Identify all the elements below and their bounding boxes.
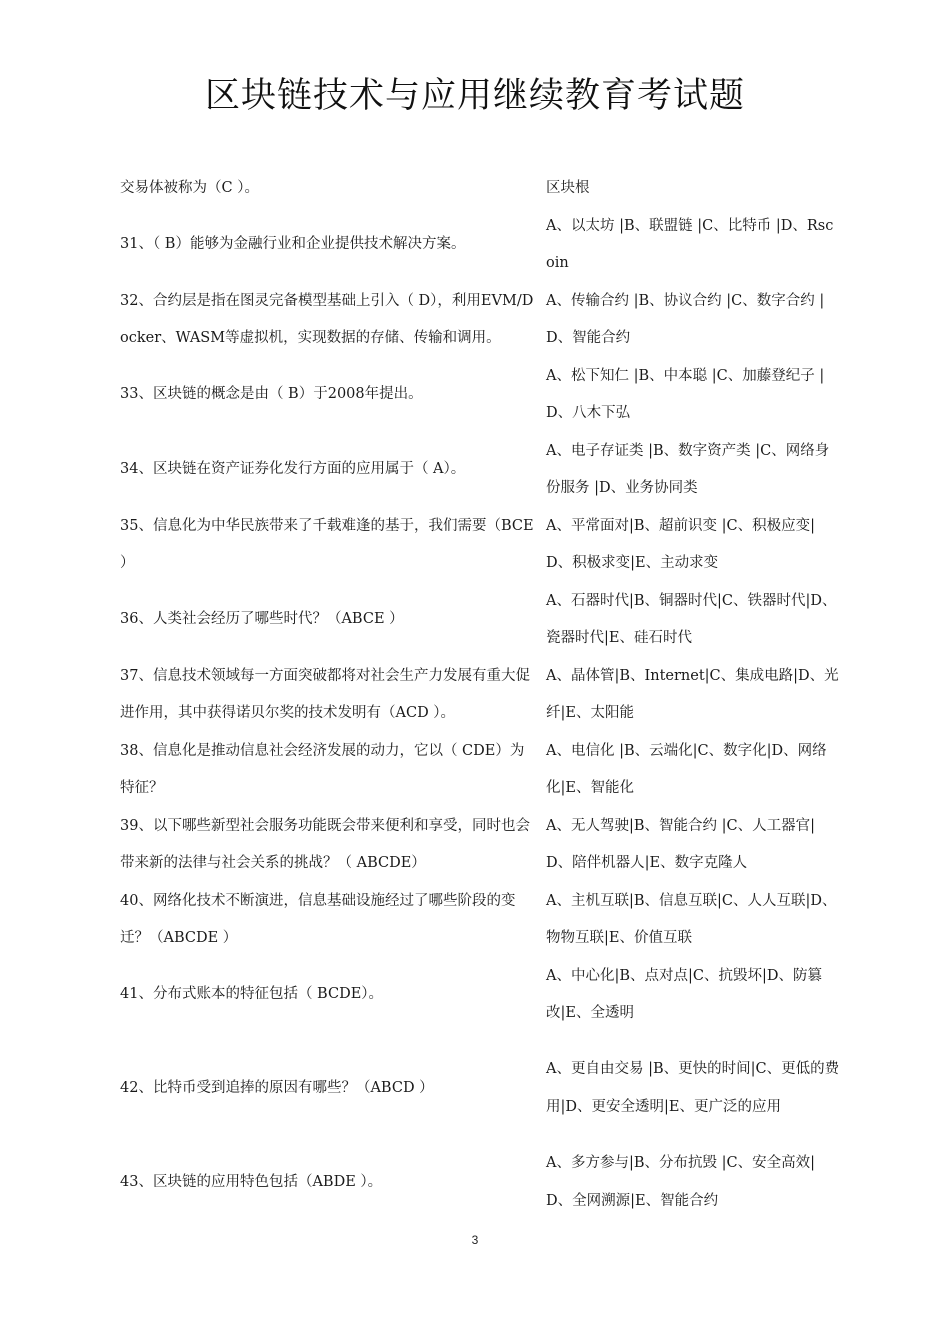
answer-options: A、松下知仁 |B、中本聪 |C、加藤登纪子 |D、八木下弘: [546, 367, 825, 421]
question-text: 34、区块链在资产证券化发行方面的应用属于（ A）。: [120, 461, 466, 478]
answer-options: A、传输合约 |B、协议合约 |C、数字合约 |D、智能合约: [546, 292, 825, 346]
question-text: 42、比特币受到追捧的原因有哪些？（ABCD ）: [120, 1080, 434, 1096]
question-text: 38、信息化是推动信息社会经济发展的动力，它以（ CDE）为特征？: [120, 742, 525, 796]
question-row: [120, 958, 840, 1033]
question-text: 39、以下哪些新型社会服务功能既会带来便利和享受，同时也会带来新的法律与社会关系的挑战？（ ABCDE）: [120, 817, 530, 871]
answer-options: A、多方参与|B、分布抗毁 |C、安全高效|D、全网溯源|E、智能合约: [546, 1155, 815, 1209]
answer-options: A、平常面对|B、超前识变 |C、积极应变|D、积极求变|E、主动求变: [546, 517, 815, 571]
page-number: 3: [471, 1233, 479, 1247]
question-text: 41、分布式账本的特征包括（ BCDE）。: [120, 986, 384, 1003]
question-text: 36、人类社会经历了哪些时代？（ABCE ）: [120, 611, 404, 628]
question-row: [120, 358, 840, 433]
answer-options: 区块根: [546, 180, 590, 196]
question-text: 43、区块链的应用特色包括（ABDE ）。: [120, 1173, 383, 1190]
answer-options: A、更自由交易 |B、更快的时间|C、更低的费用|D、更安全透明|E、更广泛的应用: [546, 1061, 840, 1115]
question-row: [120, 583, 840, 658]
question-text: 交易体被称为（C ）。: [120, 180, 259, 196]
answer-options: A、石器时代|B、铜器时代|C、铁器时代|D、瓷器时代|E、硅石时代: [546, 592, 837, 646]
question-row: [120, 1145, 840, 1220]
question-row: [120, 658, 840, 733]
answer-options: A、晶体管|B、Internet|C、集成电路|D、光纤|E、太阳能: [546, 667, 839, 721]
question-text: 33、区块链的概念是由（ B）于2008年提出。: [120, 386, 423, 403]
question-text: 32、合约层是指在图灵完备模型基础上引入（ D），利用EVM/Docker、WASM等虚拟机，实现数据的存储、传输和调用。: [120, 292, 534, 346]
question-text: 35、信息化为中华民族带来了千载难逢的基于，我们需要（BCE ）: [120, 517, 534, 571]
question-text: 37、信息技术领域每一方面突破都将对社会生产力发展有重大促进作用，其中获得诺贝尔奖的技术发明有（ACD ）。: [120, 667, 530, 721]
question-row: [120, 1033, 840, 1146]
answer-options: A、中心化|B、点对点|C、抗毁坏|D、防篡改|E、全透明: [546, 967, 823, 1021]
question-list: [120, 170, 840, 1220]
question-text: 31、（ B）能够为金融行业和企业提供技术解决方案。: [120, 236, 466, 253]
question-row: [120, 883, 840, 958]
answer-options: A、以太坊 |B、联盟链 |C、比特币 |D、Rscoin: [546, 217, 834, 271]
answer-options: A、无人驾驶|B、智能合约 |C、人工器官|D、陪伴机器人|E、数字克隆人: [546, 817, 815, 871]
question-text: 40、网络化技术不断演进，信息基础设施经过了哪些阶段的变迁？（ABCDE ）: [120, 892, 516, 946]
question-row: [120, 208, 840, 283]
answer-options: A、电子存证类 |B、数字资产类 |C、网络身份服务 |D、业务协同类: [546, 442, 830, 496]
question-row: [120, 733, 840, 808]
answer-options: A、电信化 |B、云端化|C、数字化|D、网络化|E、智能化: [546, 742, 827, 796]
answer-options: A、主机互联|B、信息互联|C、人人互联|D、物物互联|E、价值互联: [546, 892, 837, 946]
document-title: 区块链技术与应用继续教育考试题: [204, 76, 745, 116]
question-row: [120, 508, 840, 583]
question-row: [120, 433, 840, 508]
question-row: [120, 808, 840, 883]
question-row: [120, 283, 840, 358]
question-row: [120, 170, 840, 208]
